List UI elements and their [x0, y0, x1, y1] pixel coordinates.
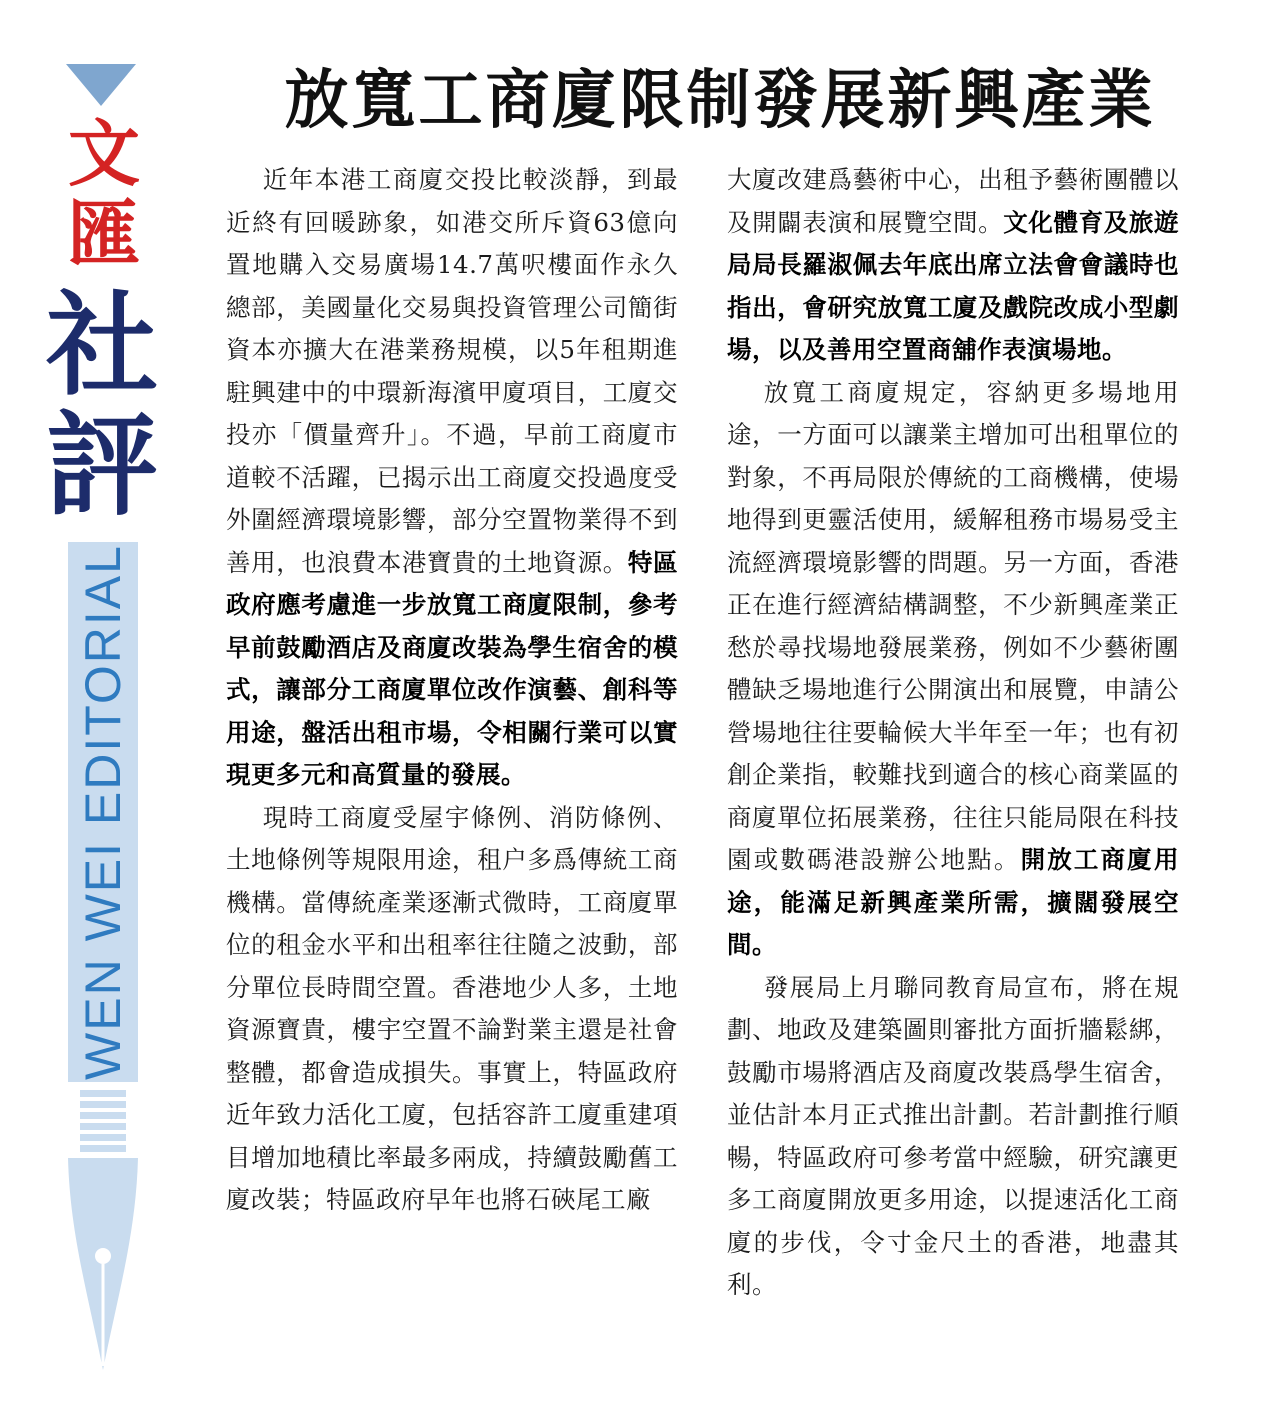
paragraph-text: 現時工商廈受屋宇條例、消防條例、土地條例等規限用途，租户多爲傳統工商機構。當傳統產業逐漸式微時，工商廈單位的租金水平和出租率往往隨之波動，部分單位長時間空置。香港地少人多，土地資源寶貴，樓宇空置不論對業主還是社會整體，都會造成損失。事實上，特區政府近年致力活化工廈，包括容許工廈重建項目增加地積比率最多兩成，持續鼓勵舊工廈改裝；特區政府早年也將石硤尾工廠: [226, 802, 678, 1214]
masthead: [0, 0, 200, 1426]
column-title-char-ping: 評: [46, 400, 158, 531]
brand-char-wen: 文: [67, 111, 140, 196]
article-column-1: [226, 159, 678, 1222]
paragraph-text: 大廈改建爲藝術中心，出租予藝術團體以及開闢表演和展覽空間。: [727, 165, 1179, 237]
paragraph-text: 放寬工商廈規定，容納更多場地用途，一方面可以讓業主增加可出租單位的對象，不再局限於傳統的工商機構，使場地得到更靈活使用，緩解租務市場易受主流經濟環境影響的問題。另一方面，香港正在進行經濟結構調整，不少新興產業正愁於尋找場地發展業務，例如不少藝術團體缺乏場地進行公開演出和展覽，申請公營場地往往要輪候大半年至一年；也有初創企業指，較難找到適合的核心商業區的商廈單位拓展業務，往往只能局限在科技園或數碼港設辦公地點。: [727, 377, 1179, 874]
english-column-label: WEN WEI EDITORIAL: [75, 544, 131, 1080]
paragraph-text: 近年本港工商廈交投比較淡靜，到最近終有回暖跡象，如港交所斥資63億向置地購入交易廣場14.7萬呎樓面作永久總部，美國量化交易與投資管理公司簡街資本亦擴大在港業務規模，以5年租期進駐興建中的中環新海濱甲廈項目，工廈交投亦「價量齊升」。不過，早前工商廈市道較不活躍，已揭示出工商廈交投過度受外圍經濟環境影響，部分空置物業得不到善用，也浪費本港寶貴的土地資源。: [226, 165, 678, 577]
column-title-char-she: 社: [46, 280, 158, 411]
paragraph: [226, 159, 678, 797]
paragraph: [226, 797, 678, 1222]
brand-char-wui: 匯: [67, 191, 140, 276]
paragraph: [727, 967, 1179, 1307]
paragraph-emphasis: 文化體育及旅遊局局長羅淑佩去年底出席立法會會議時也指出，會研究放寬工廈及戲院改成小型劇場，以及善用空置商舖作表演場地。: [727, 207, 1180, 364]
triangle-marker-icon: [66, 64, 136, 106]
paragraph: [727, 372, 1179, 967]
paragraph: [727, 159, 1179, 372]
paragraph-emphasis: 開放工商廈用途，能滿足新興產業所需，擴闊發展空間。: [727, 845, 1179, 959]
article-column-2: [727, 159, 1179, 1307]
paragraph-emphasis: 特區政府應考慮進一步放寬工商廈限制，參考早前鼓勵酒店及商廈改裝為學生宿舍的模式，讓部分工商廈單位改作演藝、創科等用途，盤活出租市場，令相關行業可以實現更多元和高質量的發展。: [226, 547, 679, 789]
fountain-pen-nib-icon: [66, 1084, 140, 1374]
paragraph-text: 發展局上月聯同教育局宣布，將在規劃、地政及建築圖則審批方面折牆鬆綁，鼓勵市場將酒店及商廈改裝爲學生宿舍，並估計本月正式推出計劃。若計劃推行順暢，特區政府可參考當中經驗，研究讓更多工商廈開放更多用途，以提速活化工商廈的步伐，令寸金尺土的香港，地盡其利。: [727, 972, 1179, 1299]
headline: 放寬工商廈限制發展新興產業: [284, 63, 1156, 138]
